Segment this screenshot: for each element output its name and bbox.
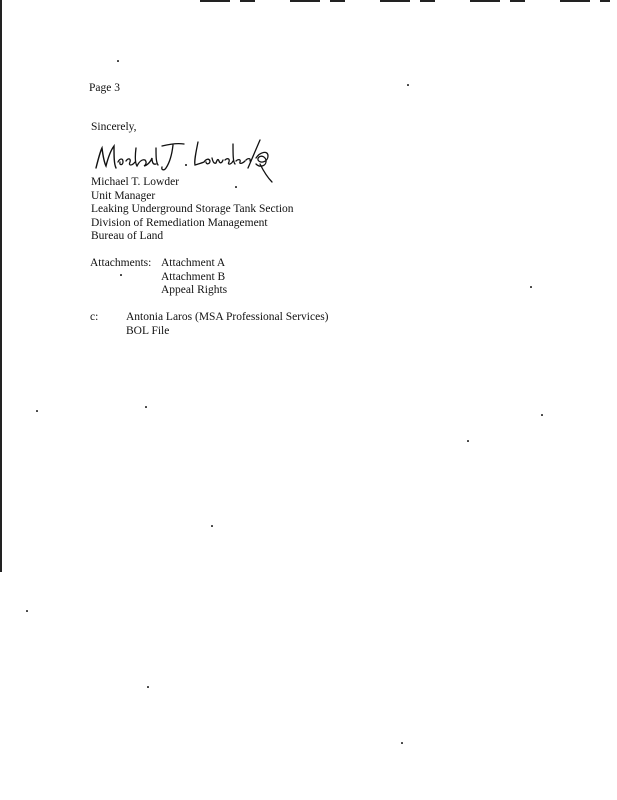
scan-speck [235, 186, 237, 188]
attachments-label: Attachments: [90, 257, 152, 269]
cc-list [126, 311, 329, 338]
attachment-item: Attachment B [161, 270, 226, 283]
cc-label: c: [90, 311, 99, 323]
scan-speck [211, 525, 213, 527]
signer-name: Michael T. Lowder [91, 176, 180, 188]
cc-item: Antonia Laros (MSA Professional Services) [126, 311, 329, 323]
attachment-item: Appeal Rights [161, 284, 228, 297]
scan-speck [26, 610, 28, 612]
closing-salutation: Sincerely, [91, 121, 137, 133]
scan-edge [0, 0, 2, 572]
scan-speck [541, 414, 543, 416]
cc-item: BOL File [126, 324, 170, 337]
signer-division: Division of Remediation Management [91, 216, 268, 229]
scan-top-edge [200, 0, 610, 2]
scan-speck [117, 60, 119, 62]
signer-bureau: Bureau of Land [91, 230, 164, 243]
signer-title: Unit Manager [91, 189, 156, 202]
attachments-list [161, 257, 227, 298]
scan-speck [36, 410, 38, 412]
scan-speck [147, 686, 149, 688]
scan-speck [401, 742, 403, 744]
scan-speck [530, 286, 532, 288]
attachment-item: Attachment A [161, 257, 226, 269]
signature-block [91, 176, 294, 244]
scan-speck [145, 406, 147, 408]
scan-speck [467, 440, 469, 442]
scan-speck [120, 274, 122, 276]
page-number: Page 3 [89, 82, 120, 94]
signer-section: Leaking Underground Storage Tank Section [91, 203, 294, 216]
scan-speck [407, 84, 409, 86]
